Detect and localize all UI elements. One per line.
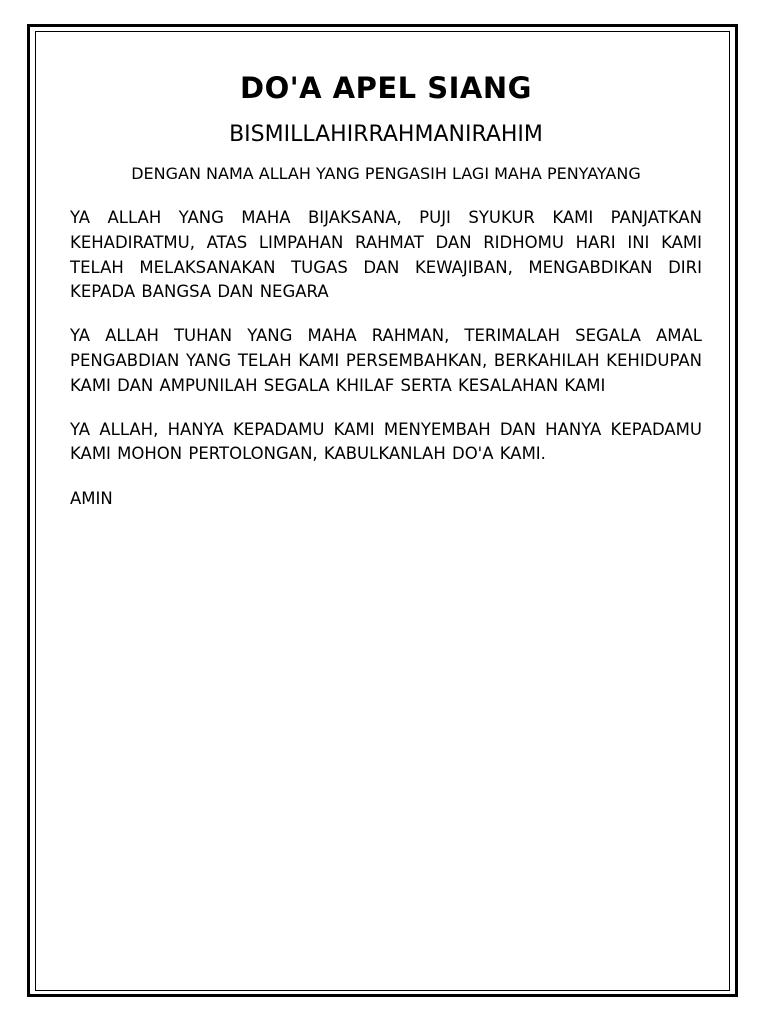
- document-subtitle: BISMILLAHIRRAHMANIRAHIM: [229, 122, 543, 147]
- prayer-paragraph-1: YA ALLAH YANG MAHA BIJAKSANA, PUJI SYUKUR KAMI PANJATKAN KEHADIRATMU, ATAS LIMPAHAN RAHMAT DAN RIDHOMU HARI INI KAMI TELAH MELAKSANAKAN TUGAS DAN KEWAJIBAN, MENGABDIKAN DIRI KEPADA BANGSA DAN NEGARA: [70, 208, 702, 302]
- document-title: DO'A APEL SIANG: [240, 71, 532, 105]
- prayer-paragraph-3: YA ALLAH, HANYA KEPADAMU KAMI MENYEMBAH DAN HANYA KEPADAMU KAMI MOHON PERTOLONGAN, KABULKANLAH DO'A KAMI.: [70, 419, 702, 464]
- prayer-paragraph-2: YA ALLAH TUHAN YANG MAHA RAHMAN, TERIMALAH SEGALA AMAL PENGABDIAN YANG TELAH KAMI PERSEMBAHKAN, BERKAHILAH KEHIDUPAN KAMI DAN AMPUNILAH SEGALA KHILAF SERTA KESALAHAN KAMI: [70, 326, 702, 395]
- closing-amin: AMIN: [70, 489, 113, 509]
- document-body: [70, 66, 702, 511]
- document-lead: DENGAN NAMA ALLAH YANG PENGASIH LAGI MAHA PENYAYANG: [131, 164, 641, 183]
